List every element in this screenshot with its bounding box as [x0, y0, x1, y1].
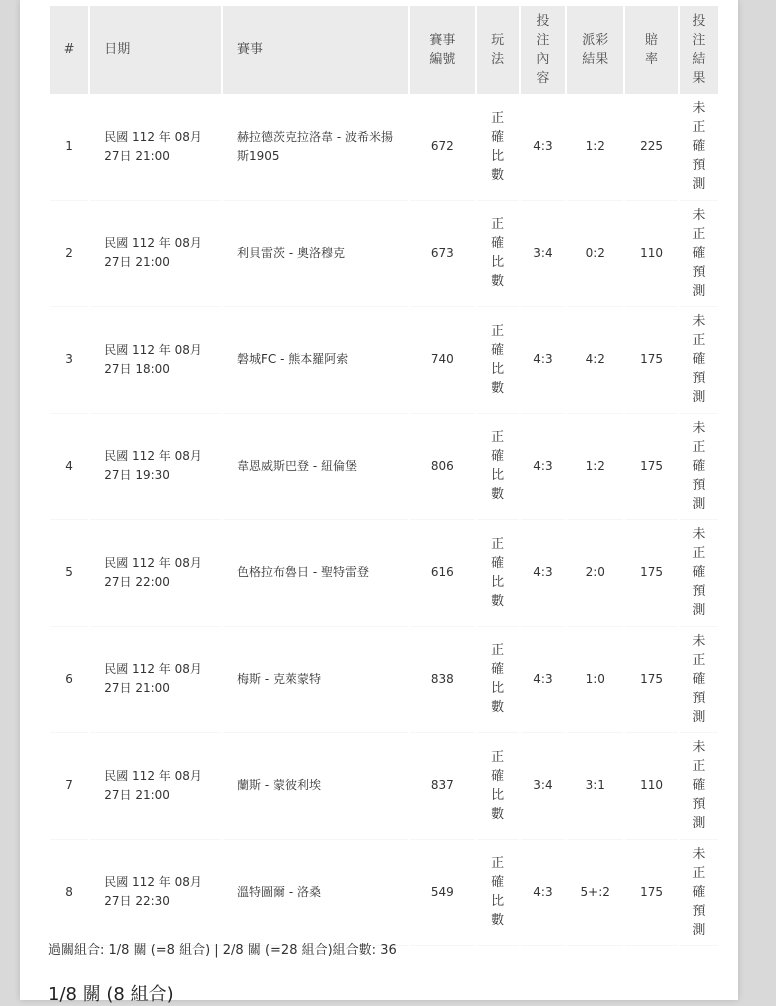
row-odds: 175: [625, 520, 677, 627]
table-header: [50, 6, 718, 94]
row-play: [477, 520, 519, 627]
row-play: [477, 201, 519, 308]
row-play-label: 正確比數: [491, 323, 505, 396]
row-event-id: 616: [410, 520, 474, 627]
row-num: 2: [50, 201, 88, 308]
row-date: 民國 112 年 08月27日 19:30: [90, 414, 221, 521]
row-result: 1:2: [567, 414, 623, 521]
row-outcome: [680, 520, 718, 627]
row-play: [477, 414, 519, 521]
row-event: 磐城FC - 熊本羅阿索: [223, 307, 408, 414]
bet-table: [48, 6, 720, 946]
row-outcome: [680, 840, 718, 947]
row-result: 0:2: [567, 201, 623, 308]
row-outcome: [680, 307, 718, 414]
row-odds: 110: [625, 201, 677, 308]
row-odds: 175: [625, 414, 677, 521]
row-play: [477, 627, 519, 734]
page: [20, 0, 738, 1005]
row-outcome-label: 未正確預測: [692, 420, 706, 512]
row-play-label: 正確比數: [491, 536, 505, 609]
row-play: [477, 733, 519, 840]
row-event-id: 673: [410, 201, 474, 308]
row-outcome-label: 未正確預測: [692, 207, 706, 299]
row-result: 4:2: [567, 307, 623, 414]
row-event: 蘭斯 - 蒙彼利埃: [223, 733, 408, 840]
row-outcome-label: 未正確預測: [692, 633, 706, 725]
row-bet: 4:3: [521, 94, 565, 201]
row-event: 利貝雷茨 - 奧洛穆克: [223, 201, 408, 308]
row-result: 1:0: [567, 627, 623, 734]
row-num: 6: [50, 627, 88, 734]
row-event: 赫拉德茨克拉洛韋 - 波希米揚斯1905: [223, 94, 408, 201]
row-outcome: [680, 414, 718, 521]
row-event-id: 740: [410, 307, 474, 414]
row-num: 3: [50, 307, 88, 414]
header-num: #: [50, 6, 88, 94]
table-row: [50, 94, 718, 201]
section-title: 1/8 關 (8 組合): [48, 984, 174, 1005]
row-outcome: [680, 201, 718, 308]
header-play-label: 玩法: [491, 33, 505, 67]
row-bet: 4:3: [521, 414, 565, 521]
row-bet: 4:3: [521, 307, 565, 414]
row-outcome-label: 未正確預測: [692, 314, 706, 406]
row-event: 梅斯 - 克萊蒙特: [223, 627, 408, 734]
row-outcome: [680, 627, 718, 734]
header-odds-label: 賠率: [645, 33, 659, 67]
row-date: 民國 112 年 08月27日 22:30: [90, 840, 221, 947]
table-row: [50, 201, 718, 308]
header-bet-label: 投注內容: [536, 14, 550, 86]
header-date: 日期: [90, 6, 221, 94]
row-play: [477, 307, 519, 414]
row-event: 色格拉布魯日 - 聖特雷登: [223, 520, 408, 627]
row-play-label: 正確比數: [491, 430, 505, 503]
row-play-label: 正確比數: [491, 749, 505, 822]
row-event-id: 549: [410, 840, 474, 947]
row-result: 1:2: [567, 94, 623, 201]
bet-table-container: [48, 6, 718, 946]
row-outcome: [680, 733, 718, 840]
row-date: 民國 112 年 08月27日 18:00: [90, 307, 221, 414]
row-event: 韋恩威斯巴登 - 紐倫堡: [223, 414, 408, 521]
row-bet: 3:4: [521, 201, 565, 308]
header-outcome: [680, 6, 718, 94]
row-odds: 225: [625, 94, 677, 201]
row-date: 民國 112 年 08月27日 21:00: [90, 733, 221, 840]
row-event-id: 837: [410, 733, 474, 840]
table-row: [50, 414, 718, 521]
row-play-label: 正確比數: [491, 856, 505, 929]
header-event-id-label: 賽事編號: [429, 33, 456, 67]
row-outcome-label: 未正確預測: [692, 740, 706, 832]
header-result: [567, 6, 623, 94]
row-result: 2:0: [567, 520, 623, 627]
row-bet: 4:3: [521, 627, 565, 734]
header-event-id: [410, 6, 474, 94]
row-date: 民國 112 年 08月27日 22:00: [90, 520, 221, 627]
row-event: 溫特圖爾 - 洛桑: [223, 840, 408, 947]
row-date: 民國 112 年 08月27日 21:00: [90, 94, 221, 201]
header-outcome-label: 投注結果: [692, 14, 706, 86]
row-num: 4: [50, 414, 88, 521]
row-odds: 110: [625, 733, 677, 840]
row-odds: 175: [625, 307, 677, 414]
row-num: 7: [50, 733, 88, 840]
row-bet: 4:3: [521, 840, 565, 947]
row-num: 1: [50, 94, 88, 201]
row-bet: 3:4: [521, 733, 565, 840]
header-event: 賽事: [223, 6, 408, 94]
header-result-label: 派彩結果: [582, 33, 609, 67]
header-odds: [625, 6, 677, 94]
row-event-id: 672: [410, 94, 474, 201]
row-play: [477, 94, 519, 201]
table-row: [50, 520, 718, 627]
row-outcome: [680, 94, 718, 201]
row-result: 5+:2: [567, 840, 623, 947]
row-odds: 175: [625, 627, 677, 734]
row-outcome-label: 未正確預測: [692, 846, 706, 938]
row-num: 5: [50, 520, 88, 627]
row-outcome-label: 未正確預測: [692, 527, 706, 619]
table-row: [50, 307, 718, 414]
parlay-summary: 過關組合: 1/8 關 (=8 組合) | 2/8 關 (=28 組合)組合數: 36: [48, 943, 397, 958]
table-body: [50, 94, 718, 946]
row-odds: 175: [625, 840, 677, 947]
header-bet: [521, 6, 565, 94]
row-event-id: 806: [410, 414, 474, 521]
row-play-label: 正確比數: [491, 643, 505, 716]
row-date: 民國 112 年 08月27日 21:00: [90, 627, 221, 734]
table-row: [50, 627, 718, 734]
table-row: [50, 733, 718, 840]
row-play-label: 正確比數: [491, 217, 505, 290]
header-play: [477, 6, 519, 94]
row-date: 民國 112 年 08月27日 21:00: [90, 201, 221, 308]
row-play-label: 正確比數: [491, 110, 505, 183]
row-outcome-label: 未正確預測: [692, 101, 706, 193]
row-bet: 4:3: [521, 520, 565, 627]
row-result: 3:1: [567, 733, 623, 840]
row-num: 8: [50, 840, 88, 947]
table-row: [50, 840, 718, 947]
row-play: [477, 840, 519, 947]
row-event-id: 838: [410, 627, 474, 734]
